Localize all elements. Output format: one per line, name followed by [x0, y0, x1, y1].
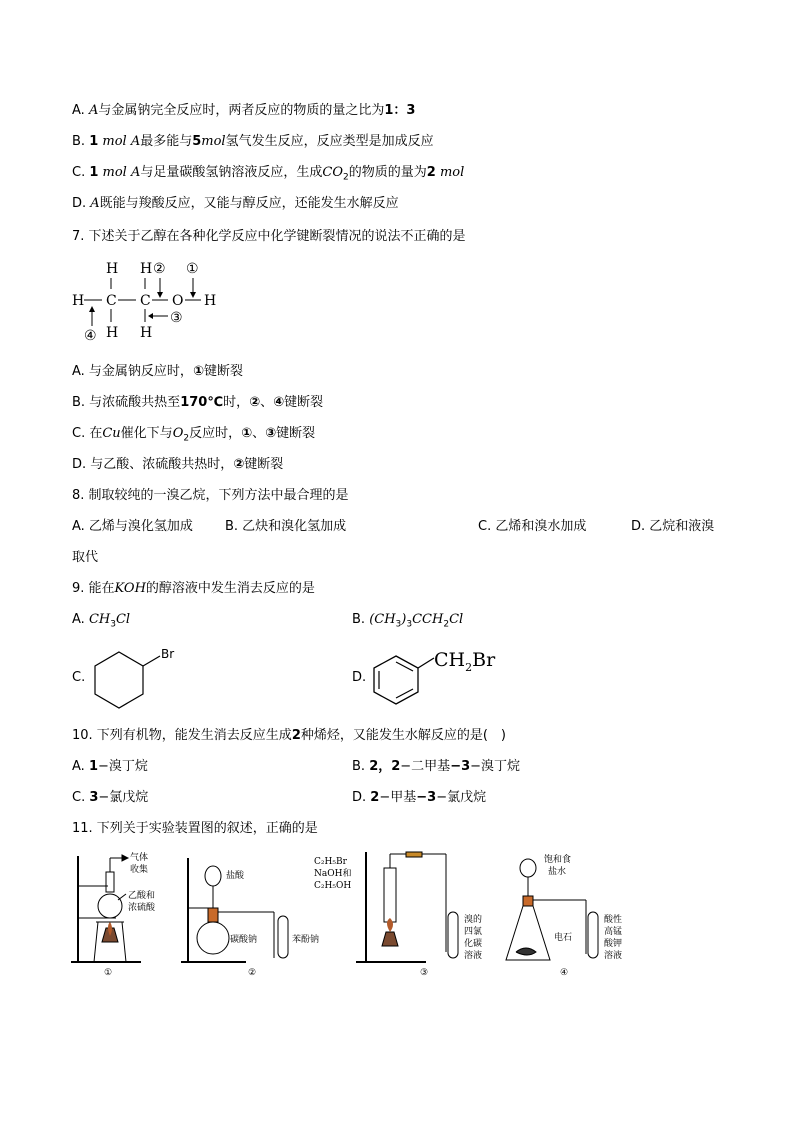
- apparatus-1: [71, 851, 156, 976]
- option-text: D. 与乙酸、浓硫酸共热时，: [72, 457, 234, 472]
- option-label: B.: [352, 612, 370, 627]
- number: 2: [291, 728, 301, 743]
- unit: mol A: [102, 134, 141, 149]
- locant: −3: [450, 759, 471, 774]
- apparatus-3: [314, 852, 482, 976]
- q8-option-d: D. 乙烷和液溴: [631, 519, 715, 534]
- locant: 1: [88, 759, 98, 774]
- option-text: 催化下与: [120, 426, 173, 441]
- svg-text:C₂H₅Br: C₂H₅Br: [314, 857, 347, 867]
- svg-text:饱和食: 饱和食: [544, 855, 572, 865]
- q8-option-c: C. 乙烯和溴水加成: [478, 519, 587, 534]
- q7-option-b: [72, 394, 323, 412]
- q6-option-c: [72, 164, 464, 187]
- number: 2: [426, 165, 436, 180]
- ethanol-structure-diagram: [68, 254, 228, 346]
- locant: −3: [416, 790, 437, 805]
- bromine-label: Br: [161, 647, 175, 661]
- option-label: B.: [352, 759, 370, 774]
- q7-stem: 7. 下述关于乙醇在各种化学反应中化学键断裂情况的说法不正确的是: [72, 229, 466, 244]
- formula: KOH: [114, 581, 146, 596]
- lab-apparatus-figure: [66, 848, 646, 976]
- formula: Cl: [115, 612, 131, 627]
- q10-stem: [72, 727, 506, 745]
- atom-h: H: [140, 261, 153, 277]
- atom-h: H: [106, 261, 119, 277]
- formula: ): [401, 612, 407, 627]
- option-text: −甲基: [379, 790, 417, 805]
- number: 1: [89, 134, 99, 149]
- option-text: 键断裂: [244, 457, 284, 472]
- stem-text: 种烯烃，又能发生水解反应的是( ): [300, 728, 507, 743]
- option-text: B. 与浓硫酸共热至: [72, 395, 181, 410]
- unit: mol: [201, 134, 226, 149]
- q6-option-a: [72, 102, 415, 120]
- q9-option-b: [352, 611, 463, 634]
- svg-text:④: ④: [560, 968, 569, 976]
- formula: Cu: [102, 426, 121, 441]
- formula: O: [172, 426, 184, 441]
- subscript: 3: [395, 619, 402, 630]
- benzene-ring: [374, 656, 418, 704]
- q10-option-a: [72, 758, 148, 776]
- option-label: A.: [72, 612, 89, 627]
- bond-number: ②: [249, 395, 261, 410]
- stem-text: 的醇溶液中发生消去反应的是: [145, 581, 315, 596]
- atom-h: H: [106, 325, 119, 341]
- svg-text:盐酸: 盐酸: [226, 871, 245, 881]
- option-text: −氯戊烷: [436, 790, 487, 805]
- q10-option-b: [352, 758, 520, 776]
- option-text: 与足量碳酸氢钠溶液反应，生成: [140, 165, 323, 180]
- q9-option-c-label: C.: [72, 670, 86, 685]
- option-text: −溴丁烷: [97, 759, 148, 774]
- option-text: 与金属钠完全反应时，两者反应的物质的量之比为: [98, 103, 385, 118]
- q10-option-c: [72, 789, 148, 807]
- atom-o: O: [172, 293, 184, 309]
- atom-h: H: [72, 293, 85, 309]
- svg-text:C₂H₅OH: C₂H₅OH: [314, 881, 352, 891]
- svg-text:溴的: 溴的: [464, 915, 483, 925]
- option-label: C.: [72, 790, 90, 805]
- bond-label-3: ③: [170, 310, 183, 326]
- subscript: 2: [443, 619, 450, 630]
- q9-option-d-label: D.: [352, 670, 367, 685]
- option-label: D.: [72, 196, 91, 211]
- option-text: 时，: [223, 395, 250, 410]
- option-text: 氢气发生反应，反应类型是加成反应: [225, 134, 434, 149]
- cyclohexane-ring: [95, 652, 143, 708]
- locant: 2，2: [369, 759, 401, 774]
- atom-c: C: [106, 293, 117, 309]
- formula: (CH: [369, 612, 396, 627]
- benzyl-bromide-structure: [366, 644, 506, 716]
- svg-text:电石: 电石: [554, 933, 573, 943]
- locant: 2: [370, 790, 380, 805]
- option-label: B.: [72, 134, 90, 149]
- q9-stem: [72, 580, 315, 598]
- q8-option-a: A. 乙烯与溴化氢加成: [72, 519, 193, 534]
- number: 5: [192, 134, 202, 149]
- c-c-bond: [418, 658, 434, 668]
- option-text: 键断裂: [276, 426, 316, 441]
- formula: CO: [322, 165, 343, 180]
- svg-text:苯酚钠: 苯酚钠: [292, 935, 320, 945]
- bond-number: ①: [241, 426, 253, 441]
- option-text: −二甲基: [400, 759, 451, 774]
- q8-option-d-continued: 取代: [72, 550, 99, 565]
- unit: mol A: [102, 165, 141, 180]
- option-label: C.: [72, 165, 90, 180]
- option-text: −溴丁烷: [470, 759, 521, 774]
- bond-label-4: ④: [84, 328, 97, 344]
- q6-option-d: [72, 195, 399, 213]
- svg-text:化碳: 化碳: [464, 939, 483, 949]
- svg-text:酸性: 酸性: [604, 915, 623, 925]
- option-text: 既能与羧酸反应，又能与醇反应，还能发生水解反应: [99, 196, 399, 211]
- option-text: −氯戊烷: [98, 790, 149, 805]
- c-br-bond: [143, 656, 160, 666]
- option-text: 反应时，: [189, 426, 242, 441]
- subscript: 3: [406, 619, 413, 630]
- q6-option-b: [72, 133, 434, 151]
- q7-option-d: [72, 456, 283, 474]
- unit: mol: [439, 165, 465, 180]
- option-text: 最多能与: [140, 134, 193, 149]
- option-text: A. 与金属钠反应时，: [72, 364, 193, 379]
- q7-option-a: [72, 363, 243, 381]
- atom-h: H: [204, 293, 217, 309]
- svg-text:NaOH和: NaOH和: [314, 869, 352, 879]
- bond-number: ④: [273, 395, 285, 410]
- subscript: 2: [183, 433, 190, 444]
- compound-a: A: [90, 196, 100, 211]
- svg-text:浓硫酸: 浓硫酸: [128, 903, 156, 913]
- bond-label-1: ①: [186, 261, 199, 277]
- separator: 、: [252, 426, 266, 441]
- svg-text:②: ②: [248, 968, 257, 976]
- number: 1: [89, 165, 99, 180]
- option-label: A.: [72, 759, 89, 774]
- svg-text:高锰: 高锰: [604, 927, 623, 937]
- apparatus-4: [506, 853, 622, 976]
- subscript: 3: [110, 619, 116, 630]
- svg-text:①: ①: [104, 968, 113, 976]
- formula: Cl: [449, 612, 464, 627]
- locant: 3: [89, 790, 99, 805]
- svg-text:酸钾: 酸钾: [604, 939, 623, 949]
- svg-text:溶液: 溶液: [604, 951, 623, 961]
- temperature: 170℃: [180, 395, 224, 410]
- formula: CH: [88, 612, 111, 627]
- ratio: 1：3: [384, 103, 416, 118]
- stem-text: 10. 下列有机物，能发生消去反应生成: [72, 728, 292, 743]
- q8-option-b: B. 乙炔和溴化氢加成: [225, 519, 347, 534]
- svg-text:盐水: 盐水: [548, 867, 567, 877]
- q8-stem: 8. 制取较纯的一溴乙烷，下列方法中最合理的是: [72, 488, 349, 503]
- apparatus-2: [181, 858, 319, 976]
- svg-text:碳酸钠: 碳酸钠: [230, 935, 258, 945]
- option-text: 的物质的量为: [348, 165, 427, 180]
- bromocyclohexane-structure: [84, 644, 184, 716]
- bond-number: ③: [265, 426, 277, 441]
- option-text: 键断裂: [284, 395, 324, 410]
- option-label: A.: [72, 103, 89, 118]
- separator: 、: [260, 395, 274, 410]
- atom-c: C: [140, 293, 151, 309]
- bond-label-2: ②: [153, 261, 166, 277]
- option-text: C. 在: [72, 426, 103, 441]
- atom-h: H: [140, 325, 153, 341]
- q10-option-d: [352, 789, 486, 807]
- svg-text:气体: 气体: [130, 853, 149, 863]
- option-label: D.: [352, 790, 371, 805]
- bond-number: ②: [233, 457, 245, 472]
- svg-text:四氯: 四氯: [464, 927, 483, 937]
- stem-text: 9. 能在: [72, 581, 115, 596]
- svg-text:乙酸和: 乙酸和: [128, 891, 156, 901]
- svg-text:溶液: 溶液: [464, 951, 483, 961]
- svg-text:③: ③: [420, 968, 429, 976]
- q9-option-a: [72, 611, 130, 634]
- q11-stem: 11. 下列关于实验装置图的叙述，正确的是: [72, 821, 318, 836]
- q7-option-c: [72, 425, 315, 448]
- option-text: 键断裂: [203, 364, 243, 379]
- ch2-label: $CH_2Br$: [434, 649, 496, 674]
- svg-text:收集: 收集: [130, 865, 149, 875]
- compound-a: A: [88, 103, 99, 118]
- subscript: 2: [343, 172, 349, 183]
- formula: CCH: [412, 612, 444, 627]
- bond-number: ①: [192, 364, 204, 379]
